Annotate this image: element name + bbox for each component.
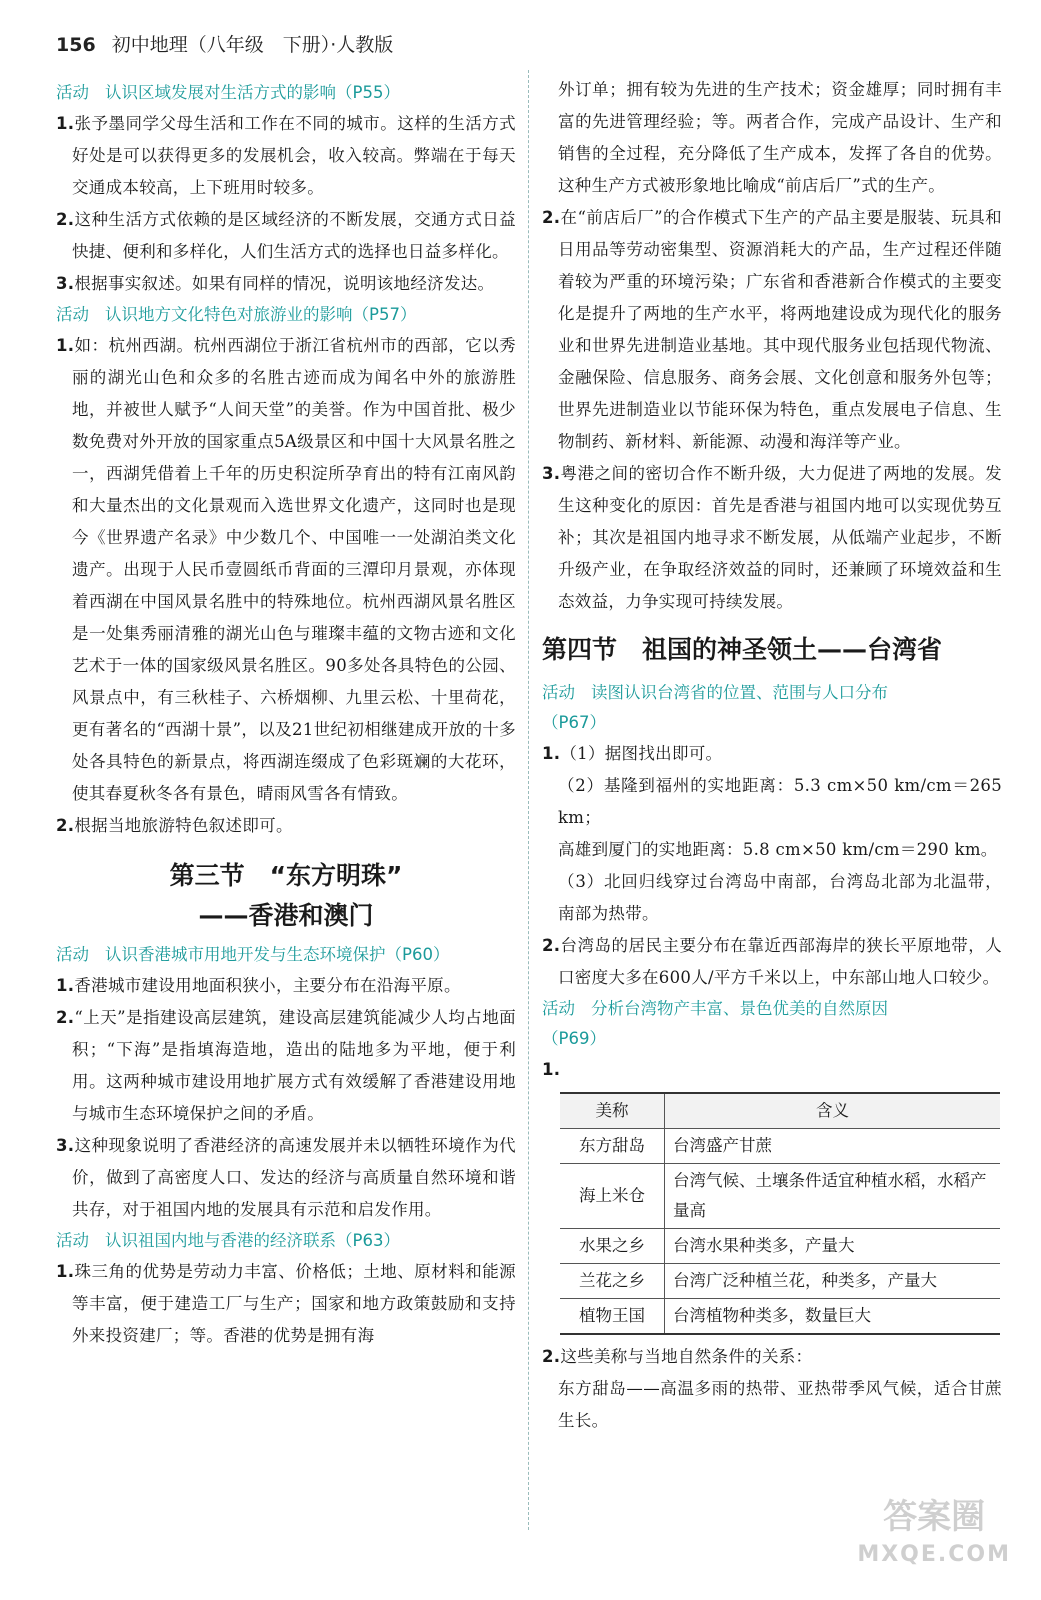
answer-item: 1.	[542, 1060, 561, 1079]
right-column	[542, 74, 1002, 1437]
answer-item: 3.粤港之间的密切合作不断升级，大力促进了两地的发展。发生这种变化的原因：首先是香港与祖国内地可以实现优势互补；其次是祖国内地寻求不断发展，从低端产业起步，不断升级产业，在争取经济效益的同时，还兼顾了环境效益和生态效益，力争实现可持续发展。	[542, 464, 1002, 611]
activity-heading: 活动 读图认识台湾省的位置、范围与人口分布 （P67）	[542, 683, 888, 732]
page-header	[56, 30, 393, 57]
activity-heading: 活动 认识区域发展对生活方式的影响（P55）	[56, 83, 400, 102]
answer-item: （2）基隆到福州的实地距离：5.3 cm×50 km/cm＝265 km；	[558, 776, 1002, 827]
answer-item: 1.（1）据图找出即可。	[542, 744, 723, 763]
answer-continuation: 外订单；拥有较为先进的生产技术；资金雄厚；同时拥有丰富的先进管理经验；等。两者合作，完成产品设计、生产和销售的全过程，充分降低了生产成本，发挥了各自的优势。这种生产方式被形象地比喻成“前店后厂”式的生产。	[558, 80, 1002, 195]
answer-item: 2.根据当地旅游特色叙述即可。	[56, 816, 293, 835]
answer-item: 1.珠三角的优势是劳动力丰富、价格低；土地、原材料和能源等丰富，便于建造工厂与生产；国家和地方政策鼓励和支持外来投资建厂；等。香港的优势是拥有海	[56, 1262, 516, 1345]
table-row: 植物王国 台湾植物种类多，数量巨大	[560, 1299, 1000, 1335]
table-header-row	[560, 1093, 1000, 1129]
answer-item: 1.香港城市建设用地面积狭小，主要分布在沿海平原。	[56, 976, 461, 995]
table-header: 含义	[665, 1093, 1001, 1129]
column-divider	[528, 70, 529, 1530]
table-row: 东方甜岛 台湾盛产甘蔗	[560, 1129, 1000, 1164]
activity-heading: 活动 认识地方文化特色对旅游业的影响（P57）	[56, 305, 417, 324]
table-header: 美称	[560, 1093, 665, 1129]
answer-item: （3）北回归线穿过台湾岛中南部，台湾岛北部为北温带，南部为热带。	[558, 872, 1002, 923]
book-title: 初中地理（八年级 下册）·人教版	[111, 34, 394, 56]
left-column	[56, 78, 516, 1352]
answer-item: 2.这种生活方式依赖的是区域经济的不断发展，交通方式日益快捷、便利和多样化，人们生活方式的选择也日益多样化。	[56, 210, 516, 261]
answer-item: 1.如：杭州西湖。杭州西湖位于浙江省杭州市的西部，它以秀丽的湖光山色和众多的名胜古迹而成为闻名中外的旅游胜地，并被世人赋予“人间天堂”的美誉。作为中国首批、极少数免费对外开放的国家重点5A级景区和中国十大风景名胜之一，西湖凭借着上千年的历史积淀所孕育出的特有江南风韵和大量杰出的文化景观而入选世界文化遗产，这同时也是现今《世界遗产名录》中少数几个、中国唯一一处湖泊类文化遗产。出现于人民币壹圆纸币背面的三潭印月景观，亦体现着西湖在中国风景名胜中的特殊地位。杭州西湖风景名胜区是一处集秀丽清雅的湖光山色与璀璨丰蕴的文物古迹和文化艺术于一体的国家级风景名胜区。90多处各具特色的公园、风景点中，有三秋桂子、六桥烟柳、九里云松、十里荷花，更有著名的“西湖十景”，以及21世纪初相继建成开放的十多处各具特色的新景点，将西湖连缀成了色彩斑斓的大花环，使其春夏秋冬各有景色，晴雨风雪各有情致。	[56, 336, 516, 803]
section-title: 第三节 “东方明珠” ——香港和澳门	[169, 861, 403, 930]
nickname-table	[560, 1092, 1000, 1335]
answer-item: 东方甜岛——高温多雨的热带、亚热带季风气候，适合甘蔗生长。	[558, 1379, 1002, 1430]
activity-heading: 活动 分析台湾物产丰富、景色优美的自然原因 （P69）	[542, 999, 888, 1048]
section-title: 第四节 祖国的神圣领土——台湾省	[542, 635, 943, 664]
page-number: 156	[56, 34, 96, 56]
answer-item: 2.这些美称与当地自然条件的关系：	[542, 1347, 813, 1366]
table-row: 海上米仓 台湾气候、土壤条件适宜种植水稻，水稻产量高	[560, 1164, 1000, 1229]
answer-item: 3.根据事实叙述。如果有同样的情况，说明该地经济发达。	[56, 274, 495, 293]
answer-item: 2.在“前店后厂”的合作模式下生产的产品主要是服装、玩具和日用品等劳动密集型、资源消耗大的产品，生产过程还伴随着较为严重的环境污染；广东省和香港新合作模式的主要变化是提升了两地的生产水平，将两地建设成为现代化的服务业和世界先进制造业基地。其中现代服务业包括现代物流、金融保险、信息服务、商务会展、文化创意和服务外包等；世界先进制造业以节能环保为特色，重点发展电子信息、生物制药、新材料、新能源、动漫和海洋等产业。	[542, 208, 1002, 451]
table-row: 水果之乡 台湾水果种类多，产量大	[560, 1229, 1000, 1264]
table-row: 兰花之乡 台湾广泛种植兰花，种类多，产量大	[560, 1264, 1000, 1299]
answer-item: 2.台湾岛的居民主要分布在靠近西部海岸的狭长平原地带，人口密度大多在600人/平方千米以上，中东部山地人口较少。	[542, 936, 1002, 987]
answer-item: 3.这种现象说明了香港经济的高速发展并未以牺牲环境作为代价，做到了高密度人口、发达的经济与高质量自然环境和谐共存，对于祖国内地的发展具有示范和启发作用。	[56, 1136, 516, 1219]
answer-item: 高雄到厦门的实地距离：5.8 cm×50 km/cm＝290 km。	[558, 840, 998, 859]
activity-heading: 活动 认识祖国内地与香港的经济联系（P63）	[56, 1231, 400, 1250]
activity-heading: 活动 认识香港城市用地开发与生态环境保护（P60）	[56, 945, 450, 964]
answer-item: 1.张予墨同学父母生活和工作在不同的城市。这样的生活方式好处是可以获得更多的发展机会，收入较高。弊端在于每天交通成本较高，上下班用时较多。	[56, 114, 516, 197]
watermark-logo: 答案圈 MXQE.COM	[857, 1497, 1011, 1567]
answer-item: 2.“上天”是指建设高层建筑，建设高层建筑能减少人均占地面积；“下海”是指填海造地，造出的陆地多为平地，便于利用。这两种城市建设用地扩展方式有效缓解了香港建设用地与城市生态环境保护之间的矛盾。	[56, 1008, 516, 1123]
